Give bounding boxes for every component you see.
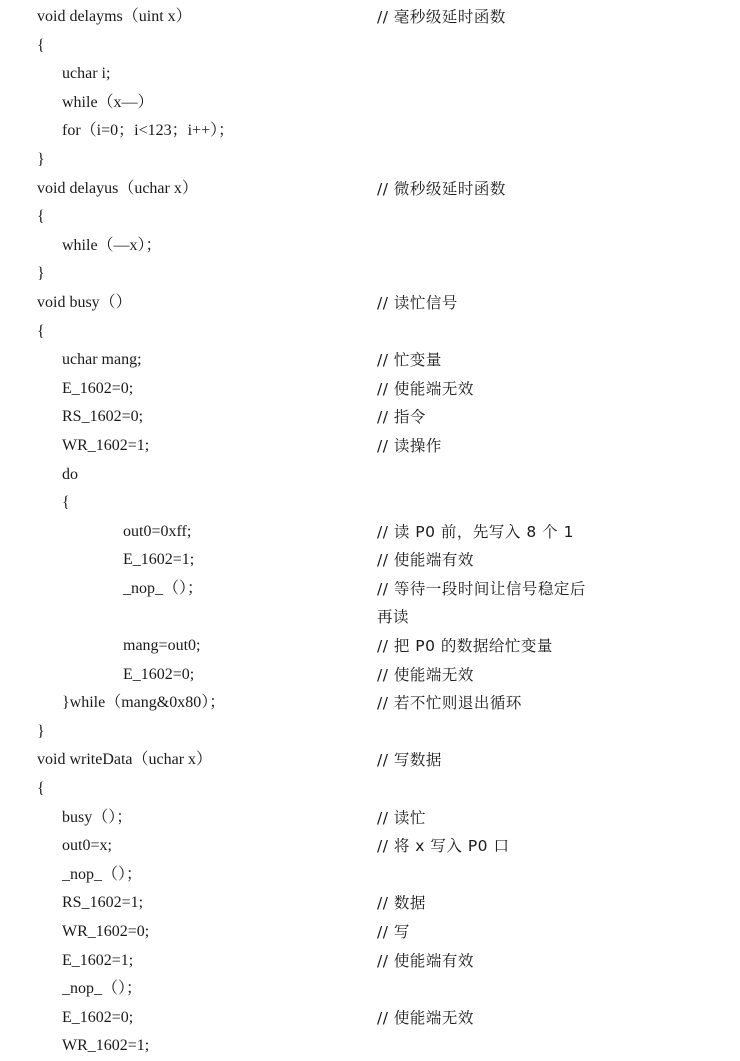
code-text: uchar mang; xyxy=(62,351,142,369)
code-text: }while（mang&0x80）； xyxy=(62,694,226,712)
code-line xyxy=(0,632,740,661)
code-text: _nop_（）； xyxy=(62,865,143,883)
code-text: E_1602=0; xyxy=(62,379,134,397)
code-line xyxy=(0,518,740,547)
code-line xyxy=(0,60,740,89)
code-text: { xyxy=(37,208,45,226)
code-line xyxy=(0,975,740,1004)
code-text: E_1602=0; xyxy=(123,665,195,683)
code-comment: // 若不忙则退出循环 xyxy=(377,694,522,713)
code-line xyxy=(0,1032,740,1061)
code-text: E_1602=1; xyxy=(62,951,134,969)
code-comment: // 写数据 xyxy=(377,751,442,770)
code-text: void busy（） xyxy=(37,293,132,311)
code-line xyxy=(0,947,740,976)
code-line xyxy=(0,489,740,518)
code-text: do xyxy=(62,465,78,483)
code-line xyxy=(0,289,740,318)
code-comment: // 读忙信号 xyxy=(377,293,458,312)
code-text: while（—x）； xyxy=(62,236,162,254)
code-text: for（i=0；i<123；i++）； xyxy=(62,122,235,140)
code-line xyxy=(0,689,740,718)
code-text: void writeData（uchar x） xyxy=(37,751,213,769)
code-line xyxy=(0,203,740,232)
code-text: mang=out0; xyxy=(123,637,201,655)
code-line xyxy=(0,89,740,118)
code-comment: // 指令 xyxy=(377,408,426,427)
code-text: busy（）； xyxy=(62,808,133,826)
code-line xyxy=(0,346,740,375)
code-line xyxy=(0,175,740,204)
code-comment: // 忙变量 xyxy=(377,351,442,370)
code-comment: // 毫秒级延时函数 xyxy=(377,8,506,26)
code-line xyxy=(0,861,740,890)
code-line xyxy=(0,804,740,833)
code-line xyxy=(0,318,740,347)
code-comment: // 读 P0 前，先写入 8 个 1 xyxy=(377,522,574,541)
code-comment: // 等待一段时间让信号稳定后 xyxy=(377,579,586,598)
code-comment: // 读忙 xyxy=(377,808,426,827)
code-line xyxy=(0,746,740,775)
code-comment: // 使能端无效 xyxy=(377,665,474,684)
code-text: { xyxy=(37,780,45,798)
code-line xyxy=(0,546,740,575)
code-line xyxy=(0,146,740,175)
code-text: { xyxy=(37,36,45,54)
code-text: WR_1602=1; xyxy=(62,436,150,454)
code-line xyxy=(0,775,740,804)
code-text: out0=0xff; xyxy=(123,522,192,540)
code-text: WR_1602=0; xyxy=(62,923,150,940)
code-line xyxy=(0,1004,740,1033)
code-line xyxy=(0,718,740,747)
code-line xyxy=(0,32,740,61)
code-text: } xyxy=(37,722,45,740)
code-text: void delayus（uchar x） xyxy=(37,179,198,197)
code-comment: // 使能端有效 xyxy=(377,951,474,970)
code-comment: // 微秒级延时函数 xyxy=(377,179,506,198)
code-line xyxy=(0,432,740,461)
code-text: E_1602=1; xyxy=(123,551,195,569)
code-text: } xyxy=(37,150,45,168)
code-line xyxy=(0,232,740,261)
code-text: WR_1602=1; xyxy=(62,1037,150,1055)
code-text: RS_1602=0; xyxy=(62,408,144,426)
code-line xyxy=(0,260,740,289)
code-text: void delayms（uint x） xyxy=(37,8,192,25)
code-comment: // 将 x 写入 P0 口 xyxy=(377,837,510,856)
code-text: _nop_（）； xyxy=(62,980,143,998)
code-text: { xyxy=(62,494,70,512)
code-line xyxy=(0,889,740,918)
code-listing xyxy=(0,3,740,1061)
code-line xyxy=(0,603,740,632)
code-comment: // 使能端有效 xyxy=(377,551,474,570)
code-line xyxy=(0,117,740,146)
code-comment: // 写 xyxy=(377,923,410,941)
code-line xyxy=(0,575,740,604)
code-line xyxy=(0,918,740,947)
code-text: while（x—） xyxy=(62,93,154,111)
code-line xyxy=(0,832,740,861)
code-line xyxy=(0,375,740,404)
code-comment: // 使能端无效 xyxy=(377,379,474,398)
code-line xyxy=(0,403,740,432)
code-line xyxy=(0,461,740,490)
code-text: E_1602=0; xyxy=(62,1008,134,1026)
code-text: _nop_（）； xyxy=(123,579,204,597)
code-comment: // 数据 xyxy=(377,894,426,913)
code-comment: // 读操作 xyxy=(377,436,442,455)
code-line xyxy=(0,661,740,690)
code-comment: // 把 P0 的数据给忙变量 xyxy=(377,637,553,656)
code-comment: // 使能端无效 xyxy=(377,1008,474,1027)
code-text: { xyxy=(37,322,45,340)
code-text: RS_1602=1; xyxy=(62,894,144,912)
code-comment: 再读 xyxy=(377,608,410,627)
code-text: out0=x; xyxy=(62,837,112,855)
code-text: } xyxy=(37,265,45,283)
code-line xyxy=(0,3,740,32)
code-text: uchar i; xyxy=(62,65,111,83)
